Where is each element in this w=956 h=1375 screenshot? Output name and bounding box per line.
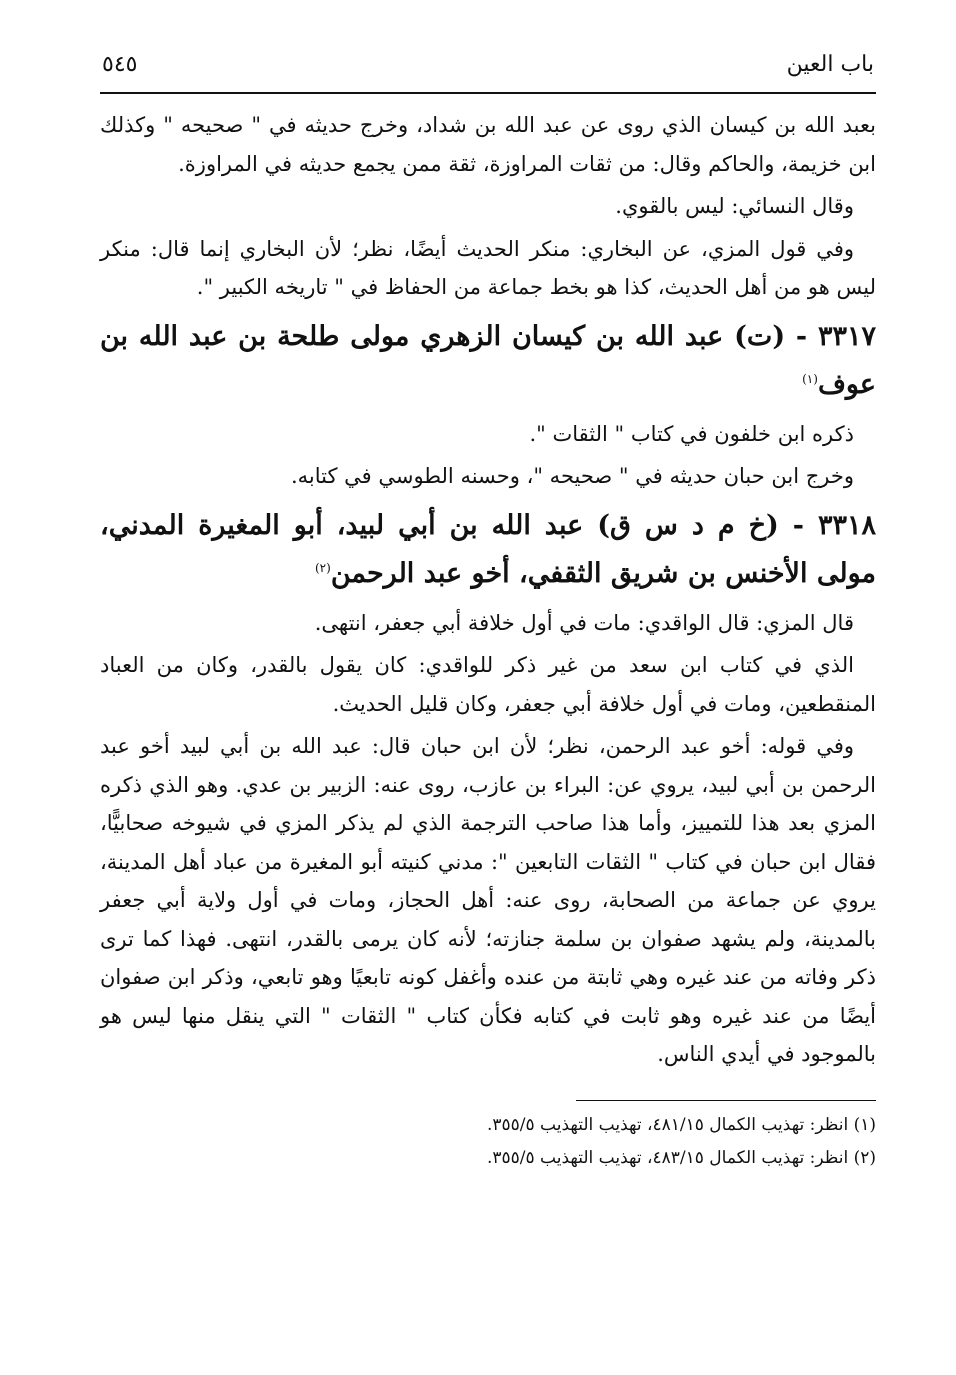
entry-title: ٣٣١٧ - (ت) عبد الله بن كيسان الزهري مولى طلحة بن عبد الله بن عوف: [100, 320, 876, 400]
entry-heading-3318: [100, 502, 876, 598]
footnote: (١) انظر: تهذيب الكمال ٤٨١/١٥، تهذيب التهذيب ٣٥٥/٥.: [486, 1114, 876, 1135]
footnote: (٢) انظر: تهذيب الكمال ٤٨٣/١٥، تهذيب التهذيب ٣٥٥/٥.: [486, 1147, 876, 1168]
running-header: [100, 52, 876, 94]
page-number: ٥٤٥: [102, 52, 138, 77]
paragraph: وقال النسائي: ليس بالقوي.: [615, 194, 854, 218]
book-page: [100, 52, 876, 1175]
paragraph: وخرج ابن حبان حديثه في " صحيحه "، وحسنه الطوسي في كتابه.: [290, 464, 854, 488]
footnote-divider: [576, 1100, 876, 1101]
paragraph: وفي قوله: أخو عبد الرحمن، نظر؛ لأن ابن حبان قال: عبد الله بن أبي لبيد أخو عبد الرحمن بن أبي لبيد، يروي عن: البراء بن عازب، روى عنه: الزبير بن عدي. وهو الذي ذكره المزي بعد هذا للتمييز، وأما هذا صاحب الترجمة الذي لم يذكر المزي في شيوخه صحابيًّا، فقال ابن حبان في كتاب " الثقات التابعين ": مدني كنيته أبو المغيرة من عباد أهل المدينة، يروي عن جماعة من الصحابة، روى عنه: أهل الحجاز، ومات في أول ولاية أبي جعفر بالمدينة، ولم يشهد صفوان بن سلمة جنازته؛ لأنه كان يرمى بالقدر، انتهى. فهذا كما ترى ذكر وفاته من عند غيره وهي ثابتة من عنده وأغفل كونه تابعيًا وهو تابعي، وذكر ابن صفوان أيضًا من عند غيره وهو ثابت في كتابه فكأن كتاب " الثقات " التي ينقل منها ليس هو بالموجود في أيدي الناس.: [100, 734, 876, 1066]
paragraph: وفي قول المزي، عن البخاري: منكر الحديث أيضًا، نظر؛ لأن البخاري إنما قال: منكر ليس هو من أهل الحديث، كذا هو بخط جماعة من الحفاظ في " تاريخه الكبير ".: [100, 236, 876, 299]
entry-heading-3317: [100, 313, 876, 409]
entry-title: ٣٣١٨ - (خ م د س ق) عبد الله بن أبي لبيد، أبو المغيرة المدني، مولى الأخنس بن شريق الثقفي، أخو عبد الرحمن: [100, 509, 876, 589]
paragraph: ذكره ابن خلفون في كتاب " الثقات ".: [529, 421, 854, 446]
main-text: [100, 106, 876, 1074]
footnote-ref: (٢): [314, 560, 331, 575]
chapter-title: باب العين: [786, 52, 874, 77]
paragraph: قال المزي: قال الواقدي: مات في أول خلافة أبي جعفر، انتهى.: [314, 610, 854, 635]
paragraph: الذي في كتاب ابن سعد من غير ذكر للواقدي: كان يقول بالقدر، وكان من العباد المنقطعين، ومات في أول خلافة أبي جعفر، وكان قليل الحديث.: [100, 653, 876, 716]
paragraph: بعبد الله بن كيسان الذي روى عن عبد الله بن شداد، وخرج حديثه في " صحيحه " وكذلك ابن خزيمة، والحاكم وقال: من ثقات المراوزة، ثقة ممن يجمع حديثه في المراوزة.: [100, 113, 876, 176]
footnote-ref: (١): [802, 371, 818, 386]
